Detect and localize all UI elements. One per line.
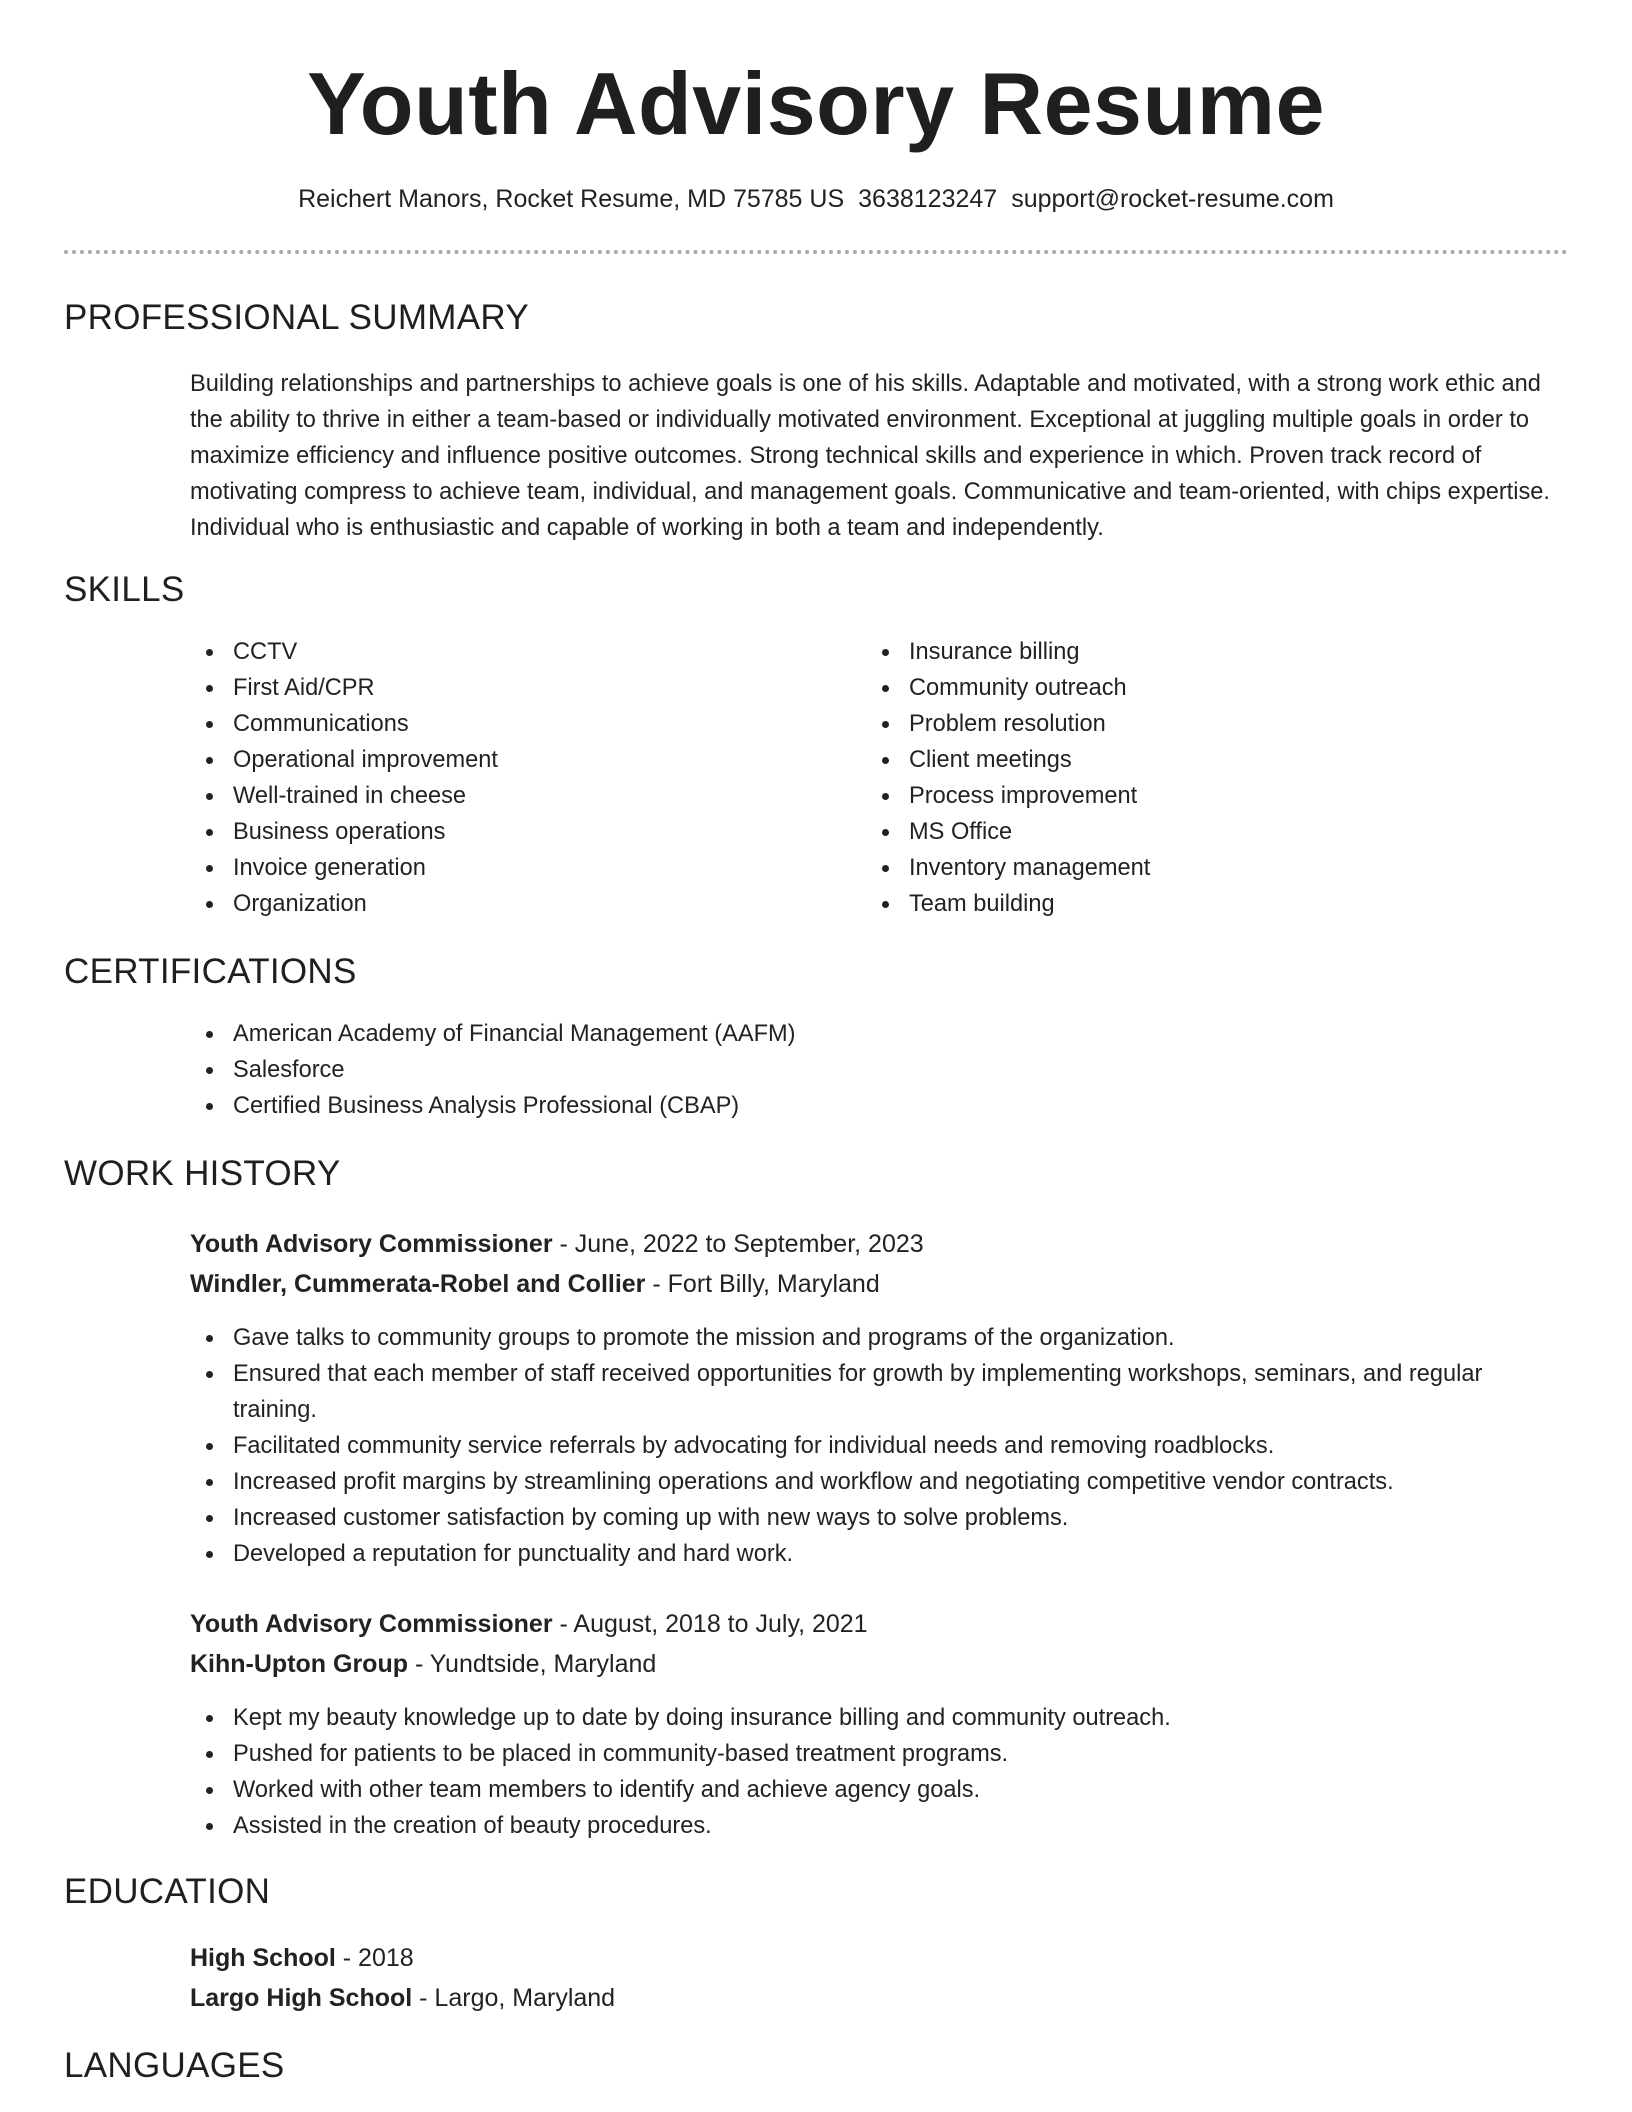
job-location: - Fort Billy, Maryland [645, 1270, 880, 1298]
job-company: Kihn-Upton Group [190, 1650, 408, 1678]
contact-address: Reichert Manors, Rocket Resume, MD 75785 US [298, 185, 845, 213]
list-item: Increased profit margins by streamlining operations and workflow and negotiating competitive vendor contracts. [190, 1464, 1565, 1500]
list-item: Communications [190, 706, 830, 742]
job-2-company-line [190, 1646, 656, 1682]
job-title: Youth Advisory Commissioner [190, 1230, 553, 1258]
list-item: Organization [190, 886, 830, 922]
list-item: Kept my beauty knowledge up to date by doing insurance billing and community outreach. [190, 1700, 1565, 1736]
list-item: Pushed for patients to be placed in community-based treatment programs. [190, 1736, 1565, 1772]
list-item: CCTV [190, 634, 830, 670]
list-item: Team building [866, 886, 1506, 922]
list-item: First Aid/CPR [190, 670, 830, 706]
list-item: Invoice generation [190, 850, 830, 886]
list-item: Gave talks to community groups to promote the mission and programs of the organization. [190, 1320, 1565, 1356]
education-school: Largo High School [190, 1984, 413, 2012]
job-company: Windler, Cummerata-Robel and Collier [190, 1270, 646, 1298]
education-degree: High School [190, 1944, 336, 1972]
languages-heading: LANGUAGES [64, 2046, 285, 2085]
contact-phone: 3638123247 [858, 185, 998, 213]
education-year: - 2018 [335, 1944, 414, 1972]
job-dates: - June, 2022 to September, 2023 [552, 1230, 924, 1258]
list-item: Increased customer satisfaction by coming up with new ways to solve problems. [190, 1500, 1565, 1536]
summary-heading: PROFESSIONAL SUMMARY [64, 298, 529, 337]
contact-line [0, 182, 1632, 216]
list-item: Salesforce [190, 1052, 1565, 1088]
resume-title: Youth Advisory Resume [307, 54, 1325, 153]
header-divider [64, 250, 1568, 254]
education-school-line [190, 1980, 615, 2016]
list-item: Certified Business Analysis Professional (CBAP) [190, 1088, 1565, 1124]
summary-text: Building relationships and partnerships to achieve goals is one of his skills. Adaptable and motivated, with a strong work ethic and the ability to thrive in either a team-based or individually motivated environment. Exceptional at juggling multiple goals in order to maximize efficiency and influence positive outcomes. Strong technical skills and experience in which. Proven track record of motivating compress to achieve team, individual, and management goals. Communicative and team-oriented, with chips expertise. Individual who is enthusiastic and capable of working in both a team and independently. [190, 371, 1550, 541]
certifications-list [190, 1016, 1565, 1124]
work-history-heading: WORK HISTORY [64, 1154, 341, 1193]
certifications-heading: CERTIFICATIONS [64, 952, 357, 991]
job-title: Youth Advisory Commissioner [190, 1610, 553, 1638]
list-item: Ensured that each member of staff received opportunities for growth by implementing workshops, seminars, and regular training. [190, 1356, 1565, 1428]
job-2-bullets [190, 1700, 1565, 1844]
list-item: American Academy of Financial Management (AAFM) [190, 1016, 1565, 1052]
list-item: Process improvement [866, 778, 1506, 814]
list-item: Assisted in the creation of beauty procedures. [190, 1808, 1565, 1844]
skills-list-left [190, 634, 830, 922]
job-1-bullets [190, 1320, 1565, 1572]
list-item: Business operations [190, 814, 830, 850]
job-1-company-line [190, 1266, 880, 1302]
list-item: Client meetings [866, 742, 1506, 778]
job-dates: - August, 2018 to July, 2021 [552, 1610, 868, 1638]
list-item: Developed a reputation for punctuality and hard work. [190, 1536, 1565, 1572]
list-item: MS Office [866, 814, 1506, 850]
job-1-title-line [190, 1226, 924, 1262]
list-item: Community outreach [866, 670, 1506, 706]
list-item: Problem resolution [866, 706, 1506, 742]
skills-heading: SKILLS [64, 570, 185, 609]
list-item: Worked with other team members to identify and achieve agency goals. [190, 1772, 1565, 1808]
list-item: Facilitated community service referrals by advocating for individual needs and removing roadblocks. [190, 1428, 1565, 1464]
education-degree-line [190, 1940, 414, 1976]
job-2-title-line [190, 1606, 868, 1642]
list-item: Operational improvement [190, 742, 830, 778]
list-item: Insurance billing [866, 634, 1506, 670]
education-location: - Largo, Maryland [412, 1984, 616, 2012]
job-location: - Yundtside, Maryland [408, 1650, 657, 1678]
skills-list-right [866, 634, 1506, 922]
education-heading: EDUCATION [64, 1872, 271, 1911]
contact-email: support@rocket-resume.com [1011, 185, 1334, 213]
list-item: Inventory management [866, 850, 1506, 886]
list-item: Well-trained in cheese [190, 778, 830, 814]
